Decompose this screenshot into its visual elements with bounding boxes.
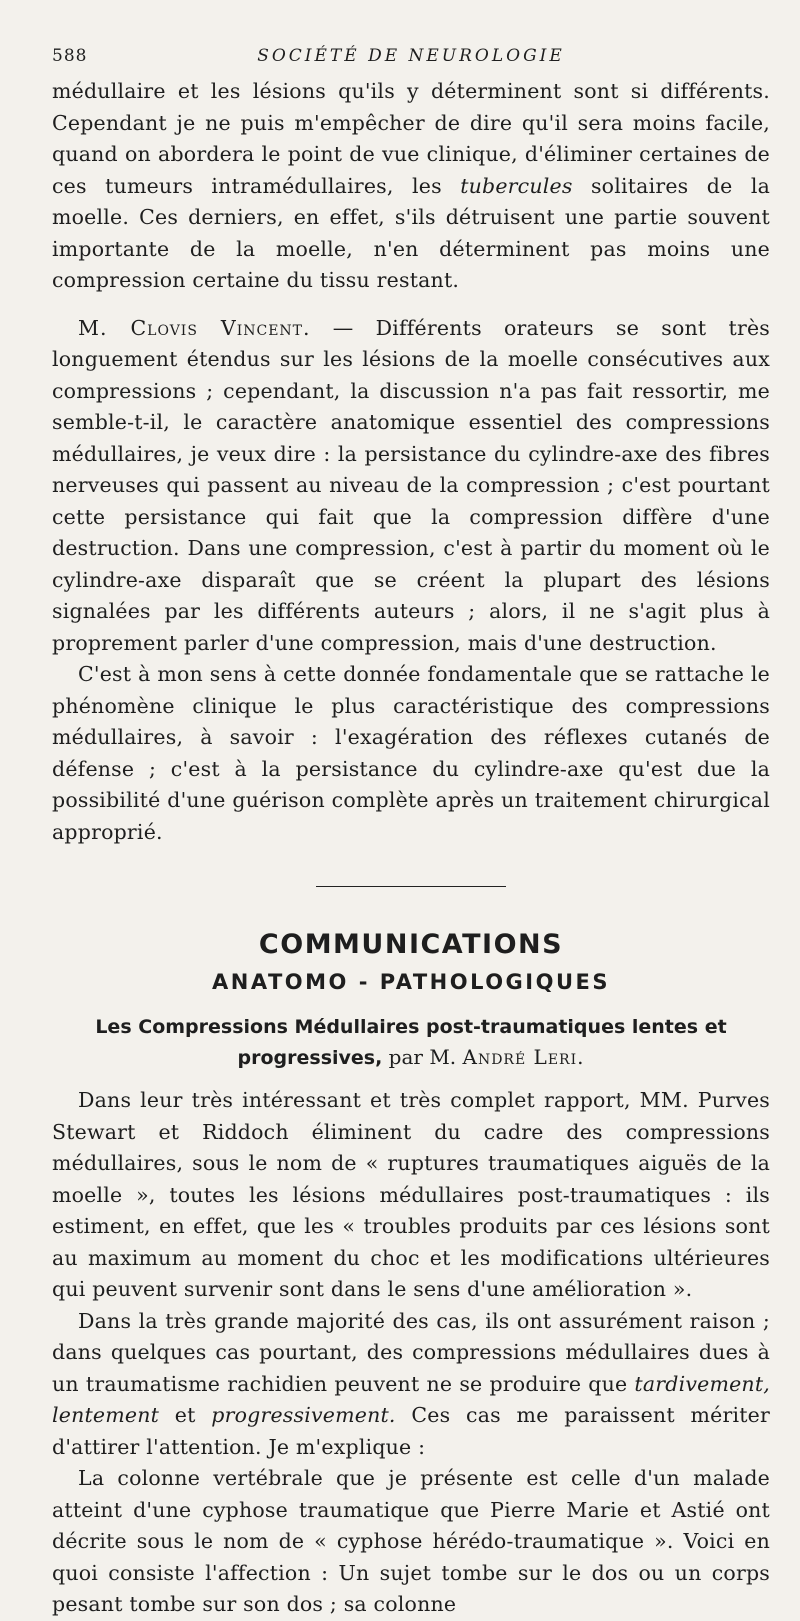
section-title: COMMUNICATIONS bbox=[258, 929, 564, 960]
article-title-text: Les Compressions Médullaires post-traumatiques lentes et progressives, bbox=[95, 1016, 727, 1069]
byline bbox=[382, 1045, 584, 1069]
speaker-name: M. Clovis Vincent. bbox=[78, 315, 311, 340]
text-run: Différents orateurs se sont très longuement étendus sur les lésions de la moelle consécutives aux compressions ; cependant, la discussion n'a pas fait ressortir, me semble-t-il, le caractère anatomique essentiel des compressions médullaires, je veux dire : la persistance du cylindre-axe des fibres nerveuses qui passent au niveau de la compression ; c'est pourtant cette persistance qui fait que la compression diffère d'une destruction. Dans une compression, c'est à partir du moment où le cylindre-axe disparaît que se créent la plupart des lésions signalées par les différents auteurs ; alors, il ne s'agit plus à proprement parler d'une compression, mais d'une destruction. bbox=[52, 315, 770, 655]
paragraph-article-3: La colonne vertébrale que je présente est celle d'un malade atteint d'une cyphose traumatique que Pierre Marie et Astié ont décrite sous le nom de « cyphose hérédo-traumatique ». Voici en quoi consiste l'affection : Un sujet tombe sur le dos ou un corps pesant tombe sur son dos ; sa colonne bbox=[52, 1466, 770, 1616]
emphasis-tardivement: tardivement, lentement bbox=[52, 1371, 770, 1427]
page-number: 588 bbox=[52, 46, 88, 66]
paragraph-tumeurs bbox=[52, 76, 770, 297]
text-run: solitaires de la moelle. Ces derniers, en effet, s'ils détruisent une partie souvent importante de la moelle, n'en déterminent pas moins une compression certaine du tissu restant. bbox=[52, 173, 770, 292]
paragraph-vincent-2: C'est à mon sens à cette donnée fondamentale que se rattache le phénomène clinique le plus caractéristique des compressions médullaires, à savoir : l'exagération des réflexes cutanés de défense ; c'est à la persistance du cylindre-axe qu'est due la possibilité d'une guérison complète après un traitement chirurgical approprié. bbox=[52, 662, 770, 844]
emphasis-tubercules: tubercules bbox=[460, 173, 573, 198]
author-name: André Leri. bbox=[462, 1045, 585, 1069]
section-divider bbox=[316, 886, 506, 887]
running-head bbox=[52, 46, 770, 76]
section-subtitle: ANATOMO - PATHOLOGIQUES bbox=[212, 970, 610, 994]
text-run: Ces cas me paraissent mériter d'attirer l'attention. Je m'explique : bbox=[52, 1403, 770, 1459]
paragraph-vincent bbox=[52, 313, 770, 660]
text-run: et bbox=[159, 1403, 212, 1427]
byline-prefix: par M. bbox=[382, 1045, 463, 1069]
paragraph-article-1: Dans leur très intéressant et très complet rapport, MM. Purves Stewart et Riddoch éliminent du cadre des compressions médullaires, sous le nom de « ruptures traumatiques aiguës de la moelle », toutes les lésions médullaires post-traumatiques : ils estiment, en effet, que les « troubles produits par ces lésions sont au maximum au moment du choc et les modifications ultérieures qui peuvent survenir sont dans le sens d'une amélioration ». bbox=[52, 1088, 770, 1301]
emphasis-progressivement: progressivement. bbox=[211, 1403, 396, 1427]
journal-page bbox=[52, 46, 770, 1621]
dash: — bbox=[310, 315, 376, 340]
text-run: Dans la très grande majorité des cas, ils ont assurément raison ; dans quelques cas pourtant, des compressions médullaires dues à un traumatisme rachidien peuvent ne se produire que bbox=[52, 1308, 770, 1396]
journal-title: SOCIÉTÉ DE NEUROLOGIE bbox=[257, 46, 565, 66]
text-run: médullaire et les lésions qu'ils y déterminent sont si différents. Cependant je ne puis m'empêcher de dire qu'il sera moins facile, quand on abordera le point de vue clinique, d'éliminer certaines de ces tumeurs intramédullaires, les bbox=[52, 79, 770, 198]
paragraph-article-2 bbox=[52, 1306, 770, 1464]
article-title bbox=[52, 1012, 770, 1073]
